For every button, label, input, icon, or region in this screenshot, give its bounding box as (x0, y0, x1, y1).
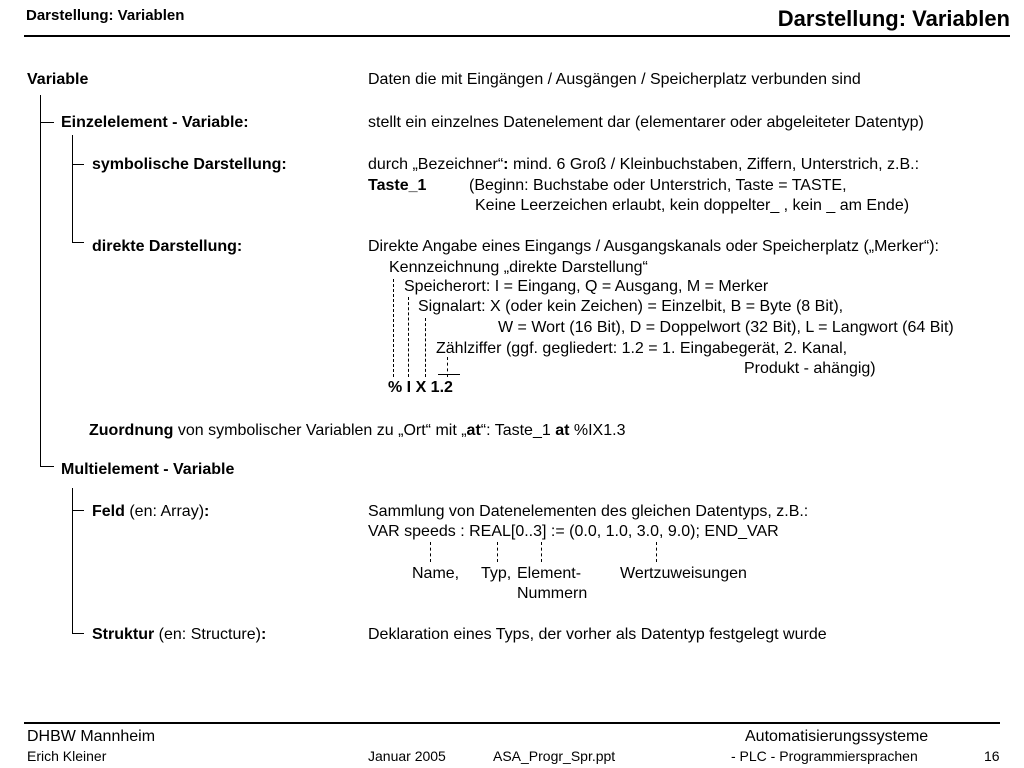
direkt-speicherort: Speicherort: I = Eingang, Q = Ausgang, M = Merker (404, 278, 769, 295)
feld-label-wert: Wertzuweisungen (620, 565, 747, 582)
example-taste-desc1: (Beginn: Buchstabe oder Unterstrich, Taste = TASTE, (469, 177, 847, 194)
tree-branch-struktur (72, 633, 84, 634)
dashed-guide-element (541, 542, 542, 562)
feld-label-typ: Typ, (481, 565, 512, 582)
footer-date: Januar 2005 (368, 748, 446, 764)
desc-symbolisch (368, 155, 919, 175)
term-feld-rest: (en: Array) (124, 503, 205, 520)
header-rule (24, 35, 1010, 37)
direkt-kennzeichnung: Kennzeichnung „direkte Darstellung“ (389, 259, 648, 276)
footer-subtitle: - PLC - Programmiersprachen (731, 748, 918, 764)
feld-label-name: Name, (412, 565, 460, 582)
zuordnung-line (89, 421, 625, 441)
direkt-zaehlziffer-1: Zählziffer (ggf. gegliedert: 1.2 = 1. Eingabegerät, 2. Kanal, (436, 340, 848, 357)
feld-label-element: Element- (517, 565, 582, 582)
dashed-guide-typ (497, 542, 498, 562)
desc-struktur: Deklaration eines Typs, der vorher als Datentyp festgelegt wurde (368, 626, 827, 643)
tree-branch-direkt (72, 242, 84, 243)
zuordnung-bold: Zuordnung (89, 422, 174, 439)
dashed-guide-i (408, 297, 409, 377)
example-taste: Taste_1 (368, 177, 427, 194)
zuordnung-text1: von symbolischer Variablen zu „Ort“ mit „ (173, 422, 467, 439)
term-symbolisch: symbolische Darstellung: (92, 156, 287, 173)
desc-einzelelement: stellt ein einzelnes Datenelement dar (elementarer oder abgeleiteter Datentyp) (368, 114, 924, 131)
term-variable: Variable (27, 71, 89, 88)
term-direkt: direkte Darstellung: (92, 238, 243, 255)
tree-line-main (40, 95, 41, 467)
term-feld (92, 502, 209, 522)
direkt-example: % I X 1.2 (388, 379, 453, 396)
desc-variable: Daten die mit Eingängen / Ausgängen / Speicherplatz verbunden sind (368, 71, 861, 88)
footer-institution: DHBW Mannheim (27, 728, 156, 745)
tree-branch-multi (40, 466, 54, 467)
term-einzelelement: Einzelelement - Variable: (61, 114, 249, 131)
direkt-signalart-2: W = Wort (16 Bit), D = Doppelwort (32 Bit), L = Langwort (64 Bit) (498, 319, 954, 336)
footer-author: Erich Kleiner (27, 748, 107, 764)
underline-number (438, 374, 460, 375)
header-small-title: Darstellung: Variablen (26, 7, 185, 24)
tree-branch-feld (72, 510, 84, 511)
tree-branch-symbolisch (72, 164, 84, 165)
zuordnung-at1: at (466, 422, 481, 439)
desc-symbolisch-pre: durch „Bezeichner“ (368, 156, 504, 173)
dashed-guide-percent (393, 279, 394, 377)
term-feld-colon: : (204, 503, 210, 520)
dashed-guide-name (430, 542, 431, 562)
page-title: Darstellung: Variablen (777, 6, 1010, 31)
feld-label-nummern: Nummern (517, 585, 588, 602)
zuordnung-text3: %IX1.3 (569, 422, 626, 439)
term-struktur-colon: : (260, 626, 267, 643)
footer-file: ASA_Progr_Spr.ppt (493, 748, 616, 764)
term-struktur-rest: (en: Structure) (154, 626, 261, 643)
tree-branch-einzel (40, 122, 54, 123)
zuordnung-text2: “: Taste_1 (480, 422, 556, 439)
term-feld-bold: Feld (92, 503, 125, 520)
feld-code: VAR speeds : REAL[0..3] := (0.0, 1.0, 3.0, 9.0); END_VAR (368, 523, 779, 540)
desc-direkt: Direkte Angabe eines Eingangs / Ausgangskanals oder Speicherplatz („Merker“): (368, 238, 939, 255)
zuordnung-at2: at (555, 422, 570, 439)
term-multielement: Multielement - Variable (61, 461, 235, 478)
dashed-guide-wert (656, 542, 657, 562)
term-struktur (92, 625, 266, 645)
direkt-signalart-1: Signalart: X (oder kein Zeichen) = Einzelbit, B = Byte (8 Bit), (418, 298, 844, 315)
example-taste-desc2: Keine Leerzeichen erlaubt, kein doppelter_ , kein _ am Ende) (475, 197, 910, 214)
desc-symbolisch-colon: : (503, 156, 509, 173)
footer-rule (24, 722, 1000, 724)
dashed-guide-x (425, 318, 426, 377)
footer-course: Automatisierungssysteme (745, 728, 929, 745)
desc-feld: Sammlung von Datenelementen des gleichen Datentyps, z.B.: (368, 503, 809, 520)
tree-line-einzel (72, 135, 73, 243)
page-number: 16 (984, 748, 1000, 764)
direkt-zaehlziffer-2: Produkt - ahängig) (744, 360, 876, 377)
term-struktur-bold: Struktur (92, 626, 155, 643)
desc-symbolisch-post: mind. 6 Groß / Kleinbuchstaben, Ziffern, Unterstrich, z.B.: (508, 156, 920, 173)
